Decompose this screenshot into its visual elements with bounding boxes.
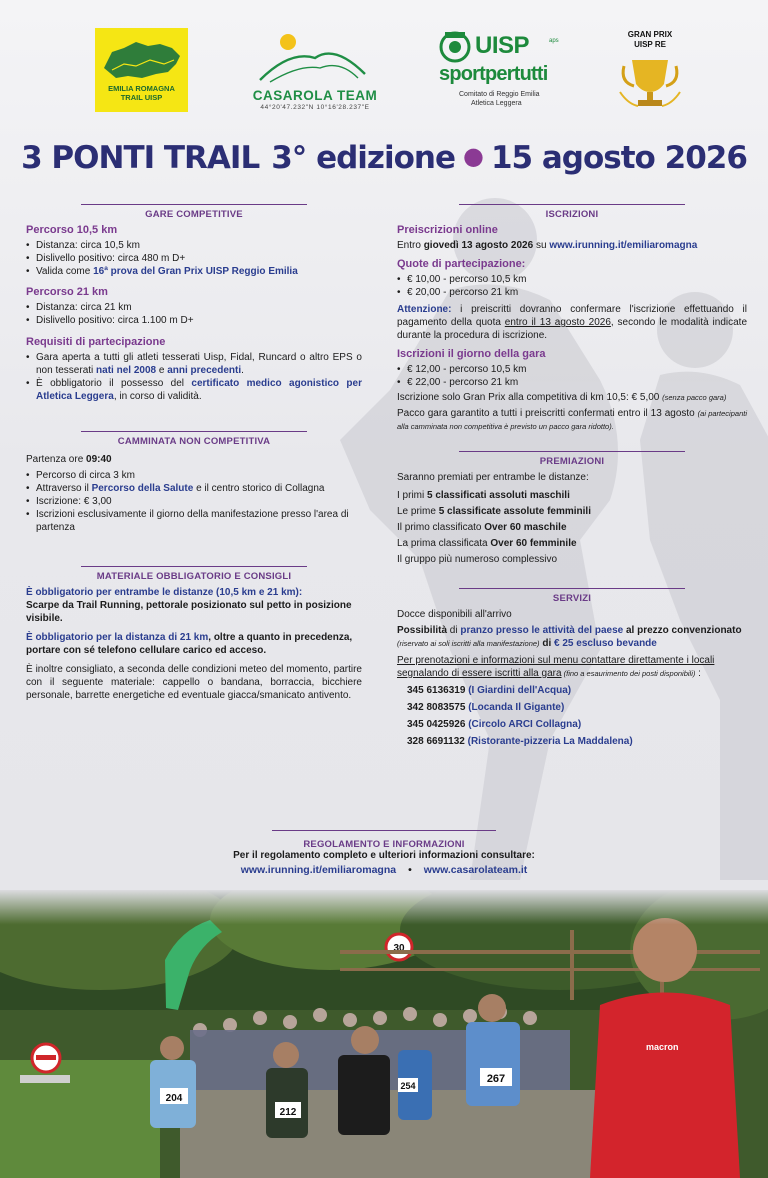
requisiti-list xyxy=(26,351,362,403)
gp-line2: UISP RE xyxy=(634,40,666,49)
percorso-21-list xyxy=(26,301,362,327)
uisp-emblem-icon xyxy=(437,30,473,64)
casarola-footer-link[interactable]: www.casarolateam.it xyxy=(423,864,528,876)
prenotazioni: Per prenotazioni e informazioni sul menu contattare direttamente i locali segnalando di essere iscritti alla gara (fino a esaurimento dei posti disponibili) : xyxy=(397,655,715,679)
preiscrizioni-title: Preiscrizioni online xyxy=(397,224,498,236)
regolamento-heading: REGOLAMENTO E INFORMAZIONI xyxy=(0,830,768,844)
materiale-c: È inoltre consigliato, a seconda delle condizioni meteo del momento, partire con il seguente materiale: cappello o bandana, borraccia, bicchiere personale, barrette energetiche ed eventuale giacca/smanicato antivento. xyxy=(26,664,362,701)
premio-2: Le prime 5 classificate assolute femminili xyxy=(397,506,591,517)
materiale-heading: MATERIALE OBBLIGATORIO E CONSIGLI xyxy=(26,566,362,580)
er-line1: EMILIA ROMAGNA xyxy=(108,84,175,93)
casarola-name: CASAROLA TEAM xyxy=(252,88,378,103)
trophy-icon xyxy=(618,52,682,112)
uisp-logo xyxy=(437,30,559,116)
list-item: • È obbligatorio il possesso del certificato medico agonistico per Atletica Leggera, in corso di validità. xyxy=(26,377,362,403)
materiale-b: È obbligatorio per la distanza di 21 km, oltre a quanto in precedenza, portare con sé telefono cellulare carico ed acceso. xyxy=(26,632,353,656)
list-item: • Iscrizione: € 3,00 xyxy=(26,495,362,508)
docce: Docce disponibili all'arrivo xyxy=(397,609,512,620)
uisp-comitato-line1: Comitato di Reggio Emilia xyxy=(459,91,540,98)
servizi-heading: SERVIZI xyxy=(397,588,747,602)
event-date: 15 agosto 2026 xyxy=(490,140,747,176)
premio-3: Il primo classificato Over 60 maschile xyxy=(397,522,567,533)
uisp-comitato-line2: Atletica Leggera xyxy=(471,100,522,107)
uisp-tagline: sportpertutti xyxy=(439,63,548,85)
percorso-21-title: Percorso 21 km xyxy=(26,286,108,298)
percorso-10-title: Percorso 10,5 km xyxy=(26,224,118,236)
contact-row: 328 6691132 (Ristorante-pizzeria La Maddalena) xyxy=(407,736,633,747)
list-item: • Distanza: circa 21 km xyxy=(26,301,362,314)
runners-race-photo xyxy=(0,890,768,1178)
list-item: • Distanza: circa 10,5 km xyxy=(26,239,362,252)
main-title xyxy=(0,140,768,176)
irunning-link[interactable]: www.irunning.it/emiliaromagna xyxy=(549,240,698,251)
contact-row: 342 8083575 (Locanda Il Gigante) xyxy=(407,702,565,713)
uisp-word: UISP xyxy=(475,32,530,59)
premio-1: I primi 5 classificati assoluti maschili xyxy=(397,490,570,501)
list-item: • Dislivello positivo: circa 1.100 m D+ xyxy=(26,314,362,327)
event-edition: 3° edizione xyxy=(271,140,455,176)
logo-row xyxy=(0,26,768,118)
emilia-romagna-trail-logo xyxy=(95,28,188,112)
quote-list xyxy=(397,273,747,299)
list-item: • Percorso di circa 3 km xyxy=(26,469,362,482)
materiale-a: È obbligatorio per entrambe le distanze (10,5 km e 21 km): Scarpe da Trail Running, pettorale posizionato sul petto in posizione visibile. xyxy=(26,587,352,624)
regolamento-links: www.irunning.it/emiliaromagna • www.casarolateam.it xyxy=(240,864,528,876)
contact-row: 345 0425926 (Circolo ARCI Collagna) xyxy=(407,719,582,730)
giorno-gara-list xyxy=(397,363,747,389)
pranzo: Possibilità di pranzo presso le attività del paese al prezzo convenzionato (riservato ai soli iscritti alla manifestazione) di € 25 escluso bevande xyxy=(397,625,742,649)
gran-prix-fee: Iscrizione solo Gran Prix alla competitiva di km 10,5: € 5,00 (senza pacco gara) xyxy=(397,392,727,403)
list-item: • € 22,00 - percorso 21 km xyxy=(397,376,747,389)
list-item: • Attraverso il Percorso della Salute e il centro storico di Collagna xyxy=(26,482,362,495)
premiazioni-intro: Saranno premiati per entrambe le distanze: xyxy=(397,472,589,483)
irunning-footer-link[interactable]: www.irunning.it/emiliaromagna xyxy=(240,864,397,876)
premiazioni-heading: PREMIAZIONI xyxy=(397,451,747,465)
list-item: • Gara aperta a tutti gli atleti tesserati Uisp, Fidal, Runcard o altro EPS o non tesserati nati nel 2008 e anni precedenti. xyxy=(26,351,362,377)
list-item: • Iscrizioni esclusivamente il giorno della manifestazione presso l'area di partenza xyxy=(26,508,362,534)
casarola-team-logo xyxy=(240,30,390,116)
list-item: • Dislivello positivo: circa 480 m D+ xyxy=(26,252,362,265)
left-column xyxy=(26,204,362,705)
emilia-romagna-region-icon xyxy=(102,38,182,82)
attenzione-text: Attenzione: i preiscritti dovranno confermare l'iscrizione effettuando il pagamento della quota entro il 13 agosto 2026, secondo le modalità indicate durante la procedura di iscrizione. xyxy=(397,304,748,341)
regolamento-block xyxy=(0,830,768,876)
gare-heading: GARE COMPETITIVE xyxy=(26,204,362,218)
percorso-10-list xyxy=(26,239,362,278)
title-dot: ● xyxy=(462,142,483,170)
list-item: • Valida come 16ª prova del Gran Prix UISP Reggio Emilia xyxy=(26,265,362,278)
casarola-coords: 44°20'47.232"N 10°16'28.237"E xyxy=(260,104,370,111)
list-item: • € 10,00 - percorso 10,5 km xyxy=(397,273,747,286)
camminata-list xyxy=(26,469,362,534)
quote-title: Quote di partecipazione: xyxy=(397,258,526,270)
contacts-list xyxy=(397,684,747,748)
gp-line1: GRAN PRIX xyxy=(627,30,673,39)
list-item: • € 20,00 - percorso 21 km xyxy=(397,286,747,299)
gran-prix-logo xyxy=(614,30,686,116)
iscrizioni-heading: ISCRIZIONI xyxy=(397,204,747,218)
uisp-comitato xyxy=(459,90,540,108)
right-column xyxy=(397,204,747,752)
camminata-start: Partenza ore 09:40 xyxy=(26,454,112,465)
preiscrizioni-text: Entro giovedì 13 agosto 2026 su www.irunning.it/emiliaromagna xyxy=(397,240,698,251)
camminata-heading: CAMMINATA NON COMPETITIVA xyxy=(26,431,362,445)
event-name: 3 PONTI TRAIL xyxy=(21,140,260,176)
premio-5: Il gruppo più numeroso complessivo xyxy=(397,554,558,565)
regolamento-text: Per il regolamento completo e ulteriori informazioni consultare: xyxy=(233,850,535,861)
requisiti-title: Requisiti di partecipazione xyxy=(26,336,166,348)
uisp-aps: aps xyxy=(549,38,559,44)
mountain-sun-icon xyxy=(240,30,390,88)
er-line2: TRAIL UISP xyxy=(120,93,163,102)
giorno-gara-title: Iscrizioni il giorno della gara xyxy=(397,348,546,360)
contact-row: 345 6136319 (I Giardini dell'Acqua) xyxy=(407,685,572,696)
list-item: • € 12,00 - percorso 10,5 km xyxy=(397,363,747,376)
pacco-gara: Pacco gara garantito a tutti i preiscritti confermati entro il 13 agosto (ai partecipanti alla camminata non competitiva è previsto un pacco gara ridotto). xyxy=(397,408,747,431)
premio-4: La prima classificata Over 60 femminile xyxy=(397,538,577,549)
